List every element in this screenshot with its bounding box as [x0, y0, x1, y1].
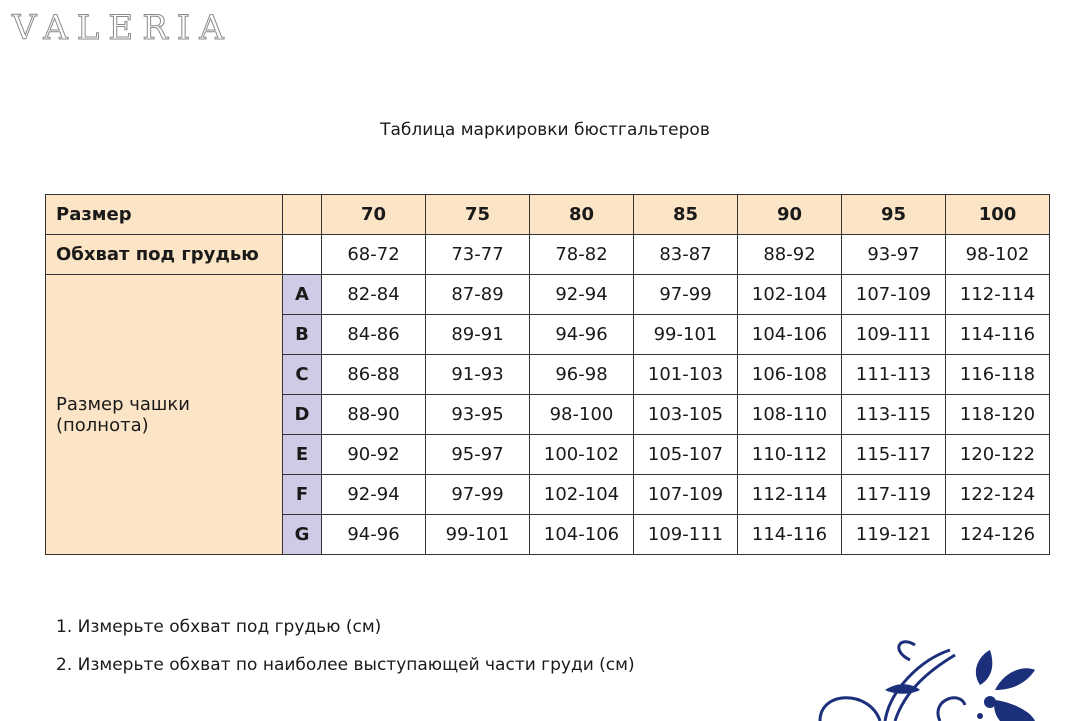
bust-value: 119-121	[842, 515, 946, 555]
bust-value: 118-120	[946, 395, 1050, 435]
bust-value: 91-93	[426, 355, 530, 395]
cup-letter: A	[283, 275, 322, 315]
bust-value: 109-111	[842, 315, 946, 355]
bust-value: 96-98	[530, 355, 634, 395]
size-row	[46, 195, 1050, 235]
size-header: 90	[738, 195, 842, 235]
bust-value: 113-115	[842, 395, 946, 435]
bust-value: 97-99	[426, 475, 530, 515]
bust-value: 102-104	[530, 475, 634, 515]
bust-value: 97-99	[634, 275, 738, 315]
bust-value: 104-106	[530, 515, 634, 555]
cup-label: Размер чашки (полнота)	[46, 275, 283, 555]
bust-value: 107-109	[634, 475, 738, 515]
size-header: 95	[842, 195, 946, 235]
size-label: Размер	[46, 195, 283, 235]
cup-letter: G	[283, 515, 322, 555]
bust-value: 108-110	[738, 395, 842, 435]
bust-value: 100-102	[530, 435, 634, 475]
underbust-value: 93-97	[842, 235, 946, 275]
underbust-value: 68-72	[322, 235, 426, 275]
size-header: 85	[634, 195, 738, 235]
underbust-row	[46, 235, 1050, 275]
bust-value: 107-109	[842, 275, 946, 315]
bust-value: 109-111	[634, 515, 738, 555]
cup-letter: D	[283, 395, 322, 435]
size-table	[45, 194, 1050, 555]
floral-ornament-icon	[810, 630, 1073, 721]
cup-letter: C	[283, 355, 322, 395]
cup-letter: F	[283, 475, 322, 515]
bust-value: 93-95	[426, 395, 530, 435]
bust-value: 90-92	[322, 435, 426, 475]
empty-cell	[283, 195, 322, 235]
underbust-value: 98-102	[946, 235, 1050, 275]
bust-value: 105-107	[634, 435, 738, 475]
underbust-value: 78-82	[530, 235, 634, 275]
step-1: 1. Измерьте обхват под грудью (см)	[56, 617, 382, 637]
underbust-value: 73-77	[426, 235, 530, 275]
bust-value: 116-118	[946, 355, 1050, 395]
underbust-label: Обхват под грудью	[46, 235, 283, 275]
bust-value: 102-104	[738, 275, 842, 315]
bust-value: 104-106	[738, 315, 842, 355]
bust-value: 115-117	[842, 435, 946, 475]
bust-value: 111-113	[842, 355, 946, 395]
bust-value: 101-103	[634, 355, 738, 395]
size-header: 80	[530, 195, 634, 235]
size-header: 70	[322, 195, 426, 235]
bust-value: 92-94	[530, 275, 634, 315]
bust-value: 82-84	[322, 275, 426, 315]
bust-value: 110-112	[738, 435, 842, 475]
size-header: 75	[426, 195, 530, 235]
cup-row	[46, 275, 1050, 315]
bust-value: 98-100	[530, 395, 634, 435]
empty-cell	[283, 235, 322, 275]
cup-letter: B	[283, 315, 322, 355]
bust-value: 122-124	[946, 475, 1050, 515]
bust-value: 120-122	[946, 435, 1050, 475]
bust-value: 106-108	[738, 355, 842, 395]
cup-letter: E	[283, 435, 322, 475]
bust-value: 89-91	[426, 315, 530, 355]
bust-value: 124-126	[946, 515, 1050, 555]
bust-value: 112-114	[946, 275, 1050, 315]
bust-value: 95-97	[426, 435, 530, 475]
bust-value: 87-89	[426, 275, 530, 315]
size-header: 100	[946, 195, 1050, 235]
page-title: Таблица маркировки бюстгальтеров	[380, 120, 710, 140]
bust-value: 94-96	[530, 315, 634, 355]
underbust-value: 88-92	[738, 235, 842, 275]
bust-value: 99-101	[634, 315, 738, 355]
underbust-value: 83-87	[634, 235, 738, 275]
bust-value: 103-105	[634, 395, 738, 435]
bust-value: 86-88	[322, 355, 426, 395]
step-2: 2. Измерьте обхват по наиболее выступающей части груди (см)	[56, 655, 635, 675]
bust-value: 92-94	[322, 475, 426, 515]
bust-value: 99-101	[426, 515, 530, 555]
bust-value: 114-116	[946, 315, 1050, 355]
bust-value: 84-86	[322, 315, 426, 355]
bust-value: 94-96	[322, 515, 426, 555]
bust-value: 117-119	[842, 475, 946, 515]
bust-value: 114-116	[738, 515, 842, 555]
brand-logo: VALERIA	[12, 8, 233, 48]
bust-value: 112-114	[738, 475, 842, 515]
bust-value: 88-90	[322, 395, 426, 435]
